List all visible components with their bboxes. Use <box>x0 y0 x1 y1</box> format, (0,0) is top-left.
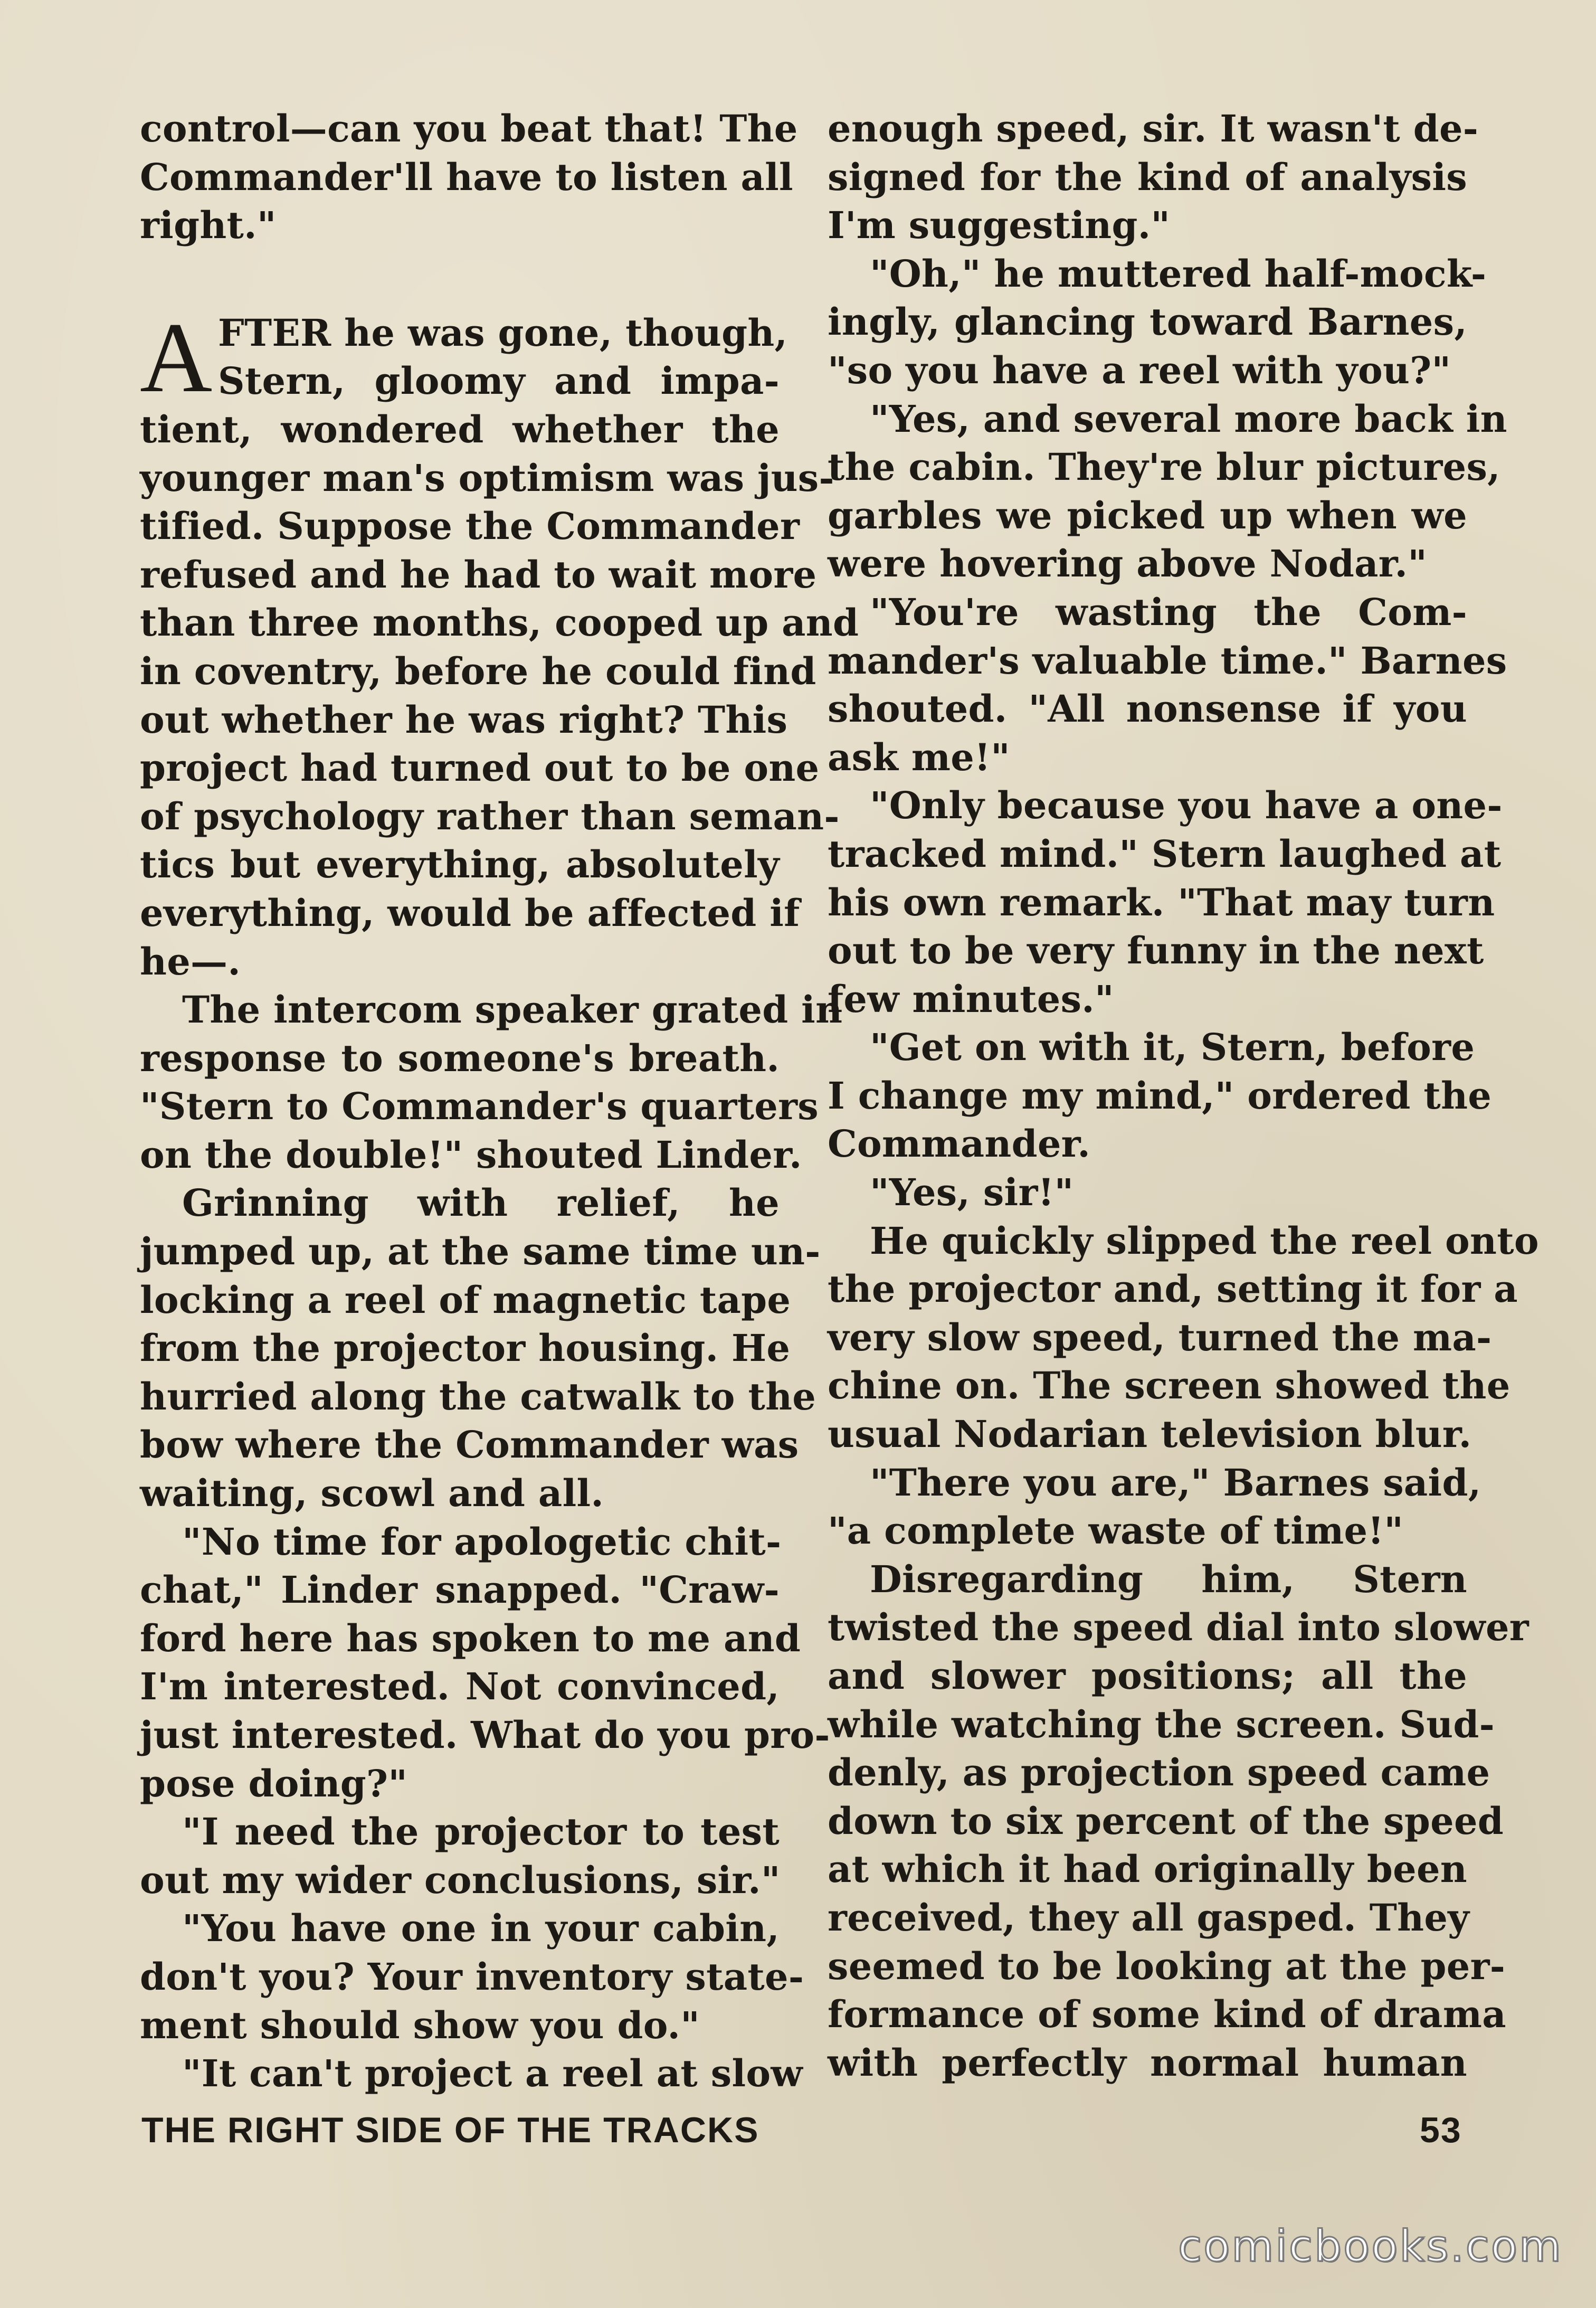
paragraph <box>140 986 843 1179</box>
text-line: formance of some kind of drama <box>828 1992 1506 2037</box>
paragraph <box>828 1555 1529 2087</box>
text-line: mander's valuable time." Barnes <box>828 638 1507 683</box>
text-line: Disregarding him, Stern <box>870 1557 1467 1601</box>
paragraph <box>140 1808 780 1904</box>
text-line: "Get on with it, Stern, before <box>870 1025 1475 1070</box>
text-line: everything, would be affected if <box>140 891 800 935</box>
text-line: hurried along the catwalk to the <box>140 1374 816 1418</box>
paragraph <box>140 1518 830 1808</box>
text-line: The intercom speaker grated in <box>182 988 843 1032</box>
text-line: twisted the speed dial into slower <box>828 1605 1529 1650</box>
running-footer-title: THE RIGHT SIDE OF THE TRACKS <box>141 2110 759 2150</box>
text-line: of psychology rather than seman- <box>140 794 840 838</box>
text-line: ment should show you do." <box>140 2003 700 2047</box>
text-line: control—can you beat that! The <box>140 107 798 150</box>
text-line: "a complete waste of time!" <box>828 1509 1404 1553</box>
text-line: "Oh," he muttered half-mock- <box>870 251 1487 296</box>
paragraph <box>140 302 859 986</box>
text-line: ford here has spoken to me and <box>140 1616 801 1660</box>
site-watermark: comicbooks.com <box>1178 2221 1563 2272</box>
text-line: and slower positions; all the <box>828 1654 1467 1698</box>
text-line: Stern, gloomy and impa- <box>218 359 780 403</box>
text-line: "You have one in your cabin, <box>182 1906 780 1951</box>
text-line: ingly, glancing toward Barnes, <box>828 300 1467 344</box>
text-line: from the projector housing. He <box>140 1326 791 1370</box>
text-line: locking a reel of magnetic tape <box>140 1278 791 1322</box>
paragraph <box>828 395 1507 588</box>
text-line: signed for the kind of analysis <box>828 155 1467 199</box>
paragraph <box>828 1217 1539 1459</box>
right-column <box>828 105 1539 2087</box>
text-line: while watching the screen. Sud- <box>828 1702 1495 1746</box>
text-line: shouted. "All nonsense if you <box>828 687 1467 731</box>
paragraph <box>828 1023 1492 1168</box>
text-line: ask me!" <box>828 735 1010 779</box>
text-line: right." <box>140 203 277 248</box>
text-line: jumped up, at the same time un- <box>140 1229 821 1274</box>
paragraph <box>140 1904 804 2049</box>
text-line: "No time for apologetic chit- <box>182 1519 782 1564</box>
text-line: he—. <box>140 939 241 983</box>
text-line: usual Nodarian television blur. <box>828 1412 1472 1456</box>
text-line: garbles we picked up when we <box>828 493 1467 537</box>
paragraph <box>828 588 1507 781</box>
text-line: bow where the Commander was <box>140 1423 799 1467</box>
text-line: very slow speed, turned the ma- <box>828 1315 1492 1359</box>
text-line: refused and he had to wait more <box>140 552 817 597</box>
text-line: than three months, cooped up and <box>140 601 859 645</box>
text-line: enough speed, sir. It wasn't de- <box>828 107 1479 150</box>
text-line: out whether he was right? This <box>140 697 788 742</box>
text-line: tified. Suppose the Commander <box>140 504 800 548</box>
text-line: few minutes." <box>828 977 1114 1021</box>
text-line: "Only because you have a one- <box>870 783 1503 828</box>
text-line: younger man's optimism was jus- <box>140 456 834 500</box>
text-line: the projector and, setting it for a <box>828 1267 1518 1311</box>
text-line: were hovering above Nodar." <box>828 542 1427 586</box>
text-line: Commander. <box>828 1122 1091 1166</box>
text-line: down to six percent of the speed <box>828 1799 1504 1843</box>
text-line: chine on. The screen showed the <box>828 1364 1510 1408</box>
text-line: "It can't project a reel at slow <box>182 2051 803 2096</box>
text-line: his own remark. "That may turn <box>828 880 1495 924</box>
text-line: He quickly slipped the reel onto <box>870 1218 1539 1263</box>
text-line: just interested. What do you pro- <box>140 1713 830 1757</box>
text-line: "There you are," Barnes said, <box>870 1460 1481 1505</box>
text-line: on the double!" shouted Linder. <box>140 1132 802 1177</box>
page-number: 53 <box>1420 2110 1462 2150</box>
text-line: Grinning with relief, he <box>182 1181 780 1225</box>
text-line: waiting, scowl and all. <box>140 1471 604 1516</box>
text-line: at which it had originally been <box>828 1847 1467 1891</box>
text-line: Commander'll have to listen all <box>140 155 793 199</box>
text-line: out my wider conclusions, sir." <box>140 1858 781 1902</box>
text-line: "Yes, and several more back in <box>870 396 1507 441</box>
text-line: tics but everything, absolutely <box>140 843 780 887</box>
text-line: tracked mind." Stern laughed at <box>828 831 1502 876</box>
text-line: "so you have a reel with you?" <box>828 348 1451 392</box>
text-line: "Yes, sir!" <box>870 1170 1074 1215</box>
text-line: received, they all gasped. They <box>828 1895 1470 1940</box>
paragraph <box>828 250 1487 395</box>
text-line: seemed to be looking at the per- <box>828 1944 1506 1988</box>
paragraph <box>828 781 1503 1023</box>
paragraph <box>140 105 798 250</box>
text-line: I change my mind," ordered the <box>828 1073 1492 1118</box>
text-line: I'm suggesting." <box>828 203 1171 248</box>
text-line: in coventry, before he could find <box>140 649 816 693</box>
text-line: pose doing?" <box>140 1761 408 1805</box>
paragraph <box>140 2049 803 2098</box>
text-line: chat," Linder snapped. "Craw- <box>140 1568 780 1612</box>
text-line: project had turned out to be one <box>140 746 820 790</box>
text-line: response to someone's breath. <box>140 1036 780 1080</box>
text-line: the cabin. They're blur pictures, <box>828 445 1500 489</box>
drop-cap: A <box>140 302 213 413</box>
text-line: I'm interested. Not convinced, <box>140 1664 780 1709</box>
paragraph <box>828 1459 1481 1555</box>
left-column <box>140 105 859 2098</box>
text-line: with perfectly normal human <box>828 2040 1467 2085</box>
text-line: out to be very funny in the next <box>828 929 1484 973</box>
paragraph <box>140 1179 821 1517</box>
text-line: denly, as projection speed came <box>828 1751 1490 1795</box>
text-line: don't you? Your inventory state- <box>140 1954 804 1999</box>
text-line: "I need the projector to test <box>182 1810 780 1854</box>
paragraph <box>828 105 1479 250</box>
text-line: tient, wondered whether the <box>140 407 780 451</box>
paragraph <box>828 1168 1467 1217</box>
text-line: "You're wasting the Com- <box>870 590 1467 634</box>
text-line: FTER he was gone, though, <box>218 310 788 355</box>
text-line: "Stern to Commander's quarters <box>140 1084 819 1129</box>
